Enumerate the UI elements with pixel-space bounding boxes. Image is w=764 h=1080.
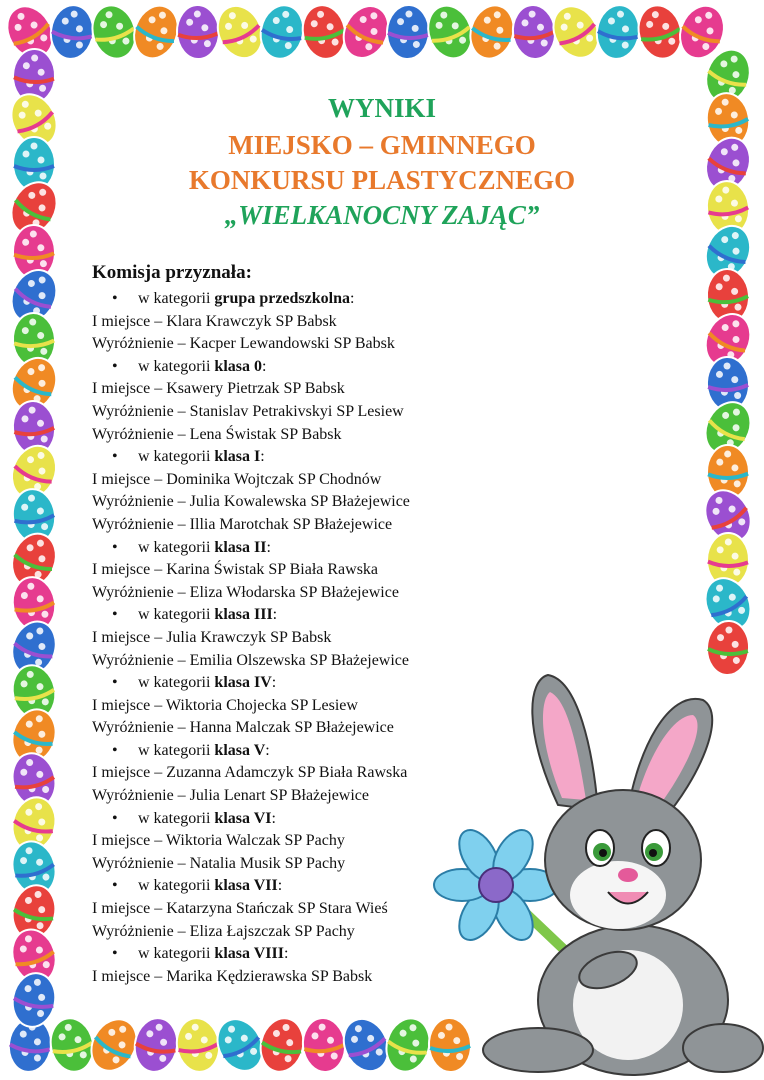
category-row: • w kategorii klasa V: [92,740,512,763]
category-name: klasa II [214,538,267,556]
bullet-icon: • [112,809,118,827]
result-entry: Wyróżnienie – Julia Lenart SP Błażejewice [92,787,370,805]
category-name: grupa przedszkolna [214,290,350,307]
category-row: • w kategorii klasa VI: [92,808,512,831]
category-row: • w kategorii klasa VIII: [92,943,512,966]
result-entry: I miejsce – Wiktoria Chojecka SP Lesiew [92,696,358,714]
bullet-icon: • [112,538,118,556]
result-entry: I miejsce – Julia Krawczyk SP Babsk [92,628,332,646]
title-line-2: MIEJSKO – GMINNEGO [228,130,536,160]
bullet-icon: • [112,877,118,895]
result-entry: I miejsce – Wiktoria Walczak SP Pachy [92,832,345,850]
category-row: • w kategorii klasa I: [92,446,512,469]
result-entry: I miejsce – Zuzanna Adamczyk SP Biała Rawska [92,764,408,782]
result-entry: Wyróżnienie – Kacper Lewandowski SP Babsk [92,335,395,353]
title-line-4: „WIELKANOCNY ZAJĄC” [224,200,540,230]
easter-egg-icon [173,1015,223,1075]
category-prefix: w kategorii [138,945,215,963]
result-entry: I miejsce – Dominika Wojtczak SP Chodnów [92,470,382,488]
result-entry: Wyróżnienie – Lena Świstak SP Babsk [92,425,342,443]
title-line-3: KONKURSU PLASTYCZNEGO [188,165,576,195]
committee-heading: Komisja przyznała: [92,262,252,283]
easter-egg-icon [706,620,751,676]
category-name: klasa I [214,448,261,466]
category-row: • w kategorii klasa II: [92,537,512,560]
category-name: klasa 0 [214,357,262,375]
category-prefix: w kategorii [138,448,215,466]
bullet-icon: • [112,448,118,466]
bullet-icon: • [112,674,118,692]
category-row: • w kategorii klasa 0: [92,356,512,379]
result-entry: Wyróżnienie – Eliza Włodarska SP Błażejewice [92,583,399,601]
result-entry: Wyróżnienie – Eliza Łajszczak SP Pachy [92,922,355,940]
bullet-icon: • [112,357,118,375]
category-row: • w kategorii klasa IV: [92,672,512,695]
easter-egg-icon [256,1,308,63]
category-prefix: w kategorii [138,674,215,692]
category-name: klasa IV [214,674,272,692]
category-prefix: w kategorii [138,290,215,307]
result-entry: I miejsce – Ksawery Pietrzak SP Babsk [92,380,345,398]
easter-egg-icon [464,0,520,64]
category-name: klasa VII [214,877,278,895]
category-row: • w kategorii klasa III: [92,604,512,627]
easter-egg-icon [386,4,431,60]
category-name: klasa VIII [214,945,284,963]
result-entry: Wyróżnienie – Natalia Musik SP Pachy [92,854,346,872]
category-prefix: w kategorii [138,357,215,375]
bunny-illustration [428,670,764,1080]
category-prefix: w kategorii [138,741,215,759]
result-entry: Wyróżnienie – Stanislav Petrakivskyi SP Lesiew [92,402,404,420]
easter-egg-icon [298,1,350,62]
bullet-icon: • [112,606,118,624]
easter-egg-icon [510,3,557,61]
easter-egg-icon [255,1014,308,1076]
bullet-icon: • [112,290,118,307]
category-prefix: w kategorii [138,809,215,827]
easter-egg-icon [131,1015,182,1075]
easter-egg-icon [176,4,220,59]
result-entry: Wyróżnienie – Emilia Olszewska SP Błażejewice [92,651,410,669]
result-entry: I miejsce – Marika Kędzierawska SP Babsk [92,967,373,985]
result-entry: I miejsce – Katarzyna Stańczak SP Stara Wieś [92,900,388,918]
category-name: klasa V [214,741,266,759]
result-entry: Wyróżnienie – Illia Marotchak SP Błażejewice [92,515,393,533]
category-name: klasa III [214,606,273,624]
easter-egg-icon [633,0,688,63]
result-entry: Wyróżnienie – Julia Kowalewska SP Błażejewice [92,493,410,511]
category-prefix: w kategorii [138,877,215,895]
category-prefix: w kategorii [138,538,215,556]
category-name: klasa VI [214,809,272,827]
easter-egg-icon [46,1014,98,1076]
title-line-1: WYNIKI [327,93,436,123]
result-entry: I miejsce – Karina Świstak SP Biała Rawska [92,561,379,579]
easter-egg-icon [593,2,642,61]
easter-egg-icon [300,1016,347,1074]
easter-egg-icon [86,0,141,63]
result-entry: Wyróżnienie – Hanna Malczak SP Błażejewice [92,719,394,737]
easter-egg-icon [48,3,96,62]
result-entry: I miejsce – Klara Krawczyk SP Babsk [92,312,337,330]
category-row: • w kategorii klasa VII: [92,875,512,898]
bullet-icon: • [112,945,118,963]
easter-egg-icon [8,969,60,1030]
category-row: • w kategorii grupa przedszkolna: [92,288,512,311]
category-prefix: w kategorii [138,606,215,624]
bullet-icon: • [112,741,118,759]
